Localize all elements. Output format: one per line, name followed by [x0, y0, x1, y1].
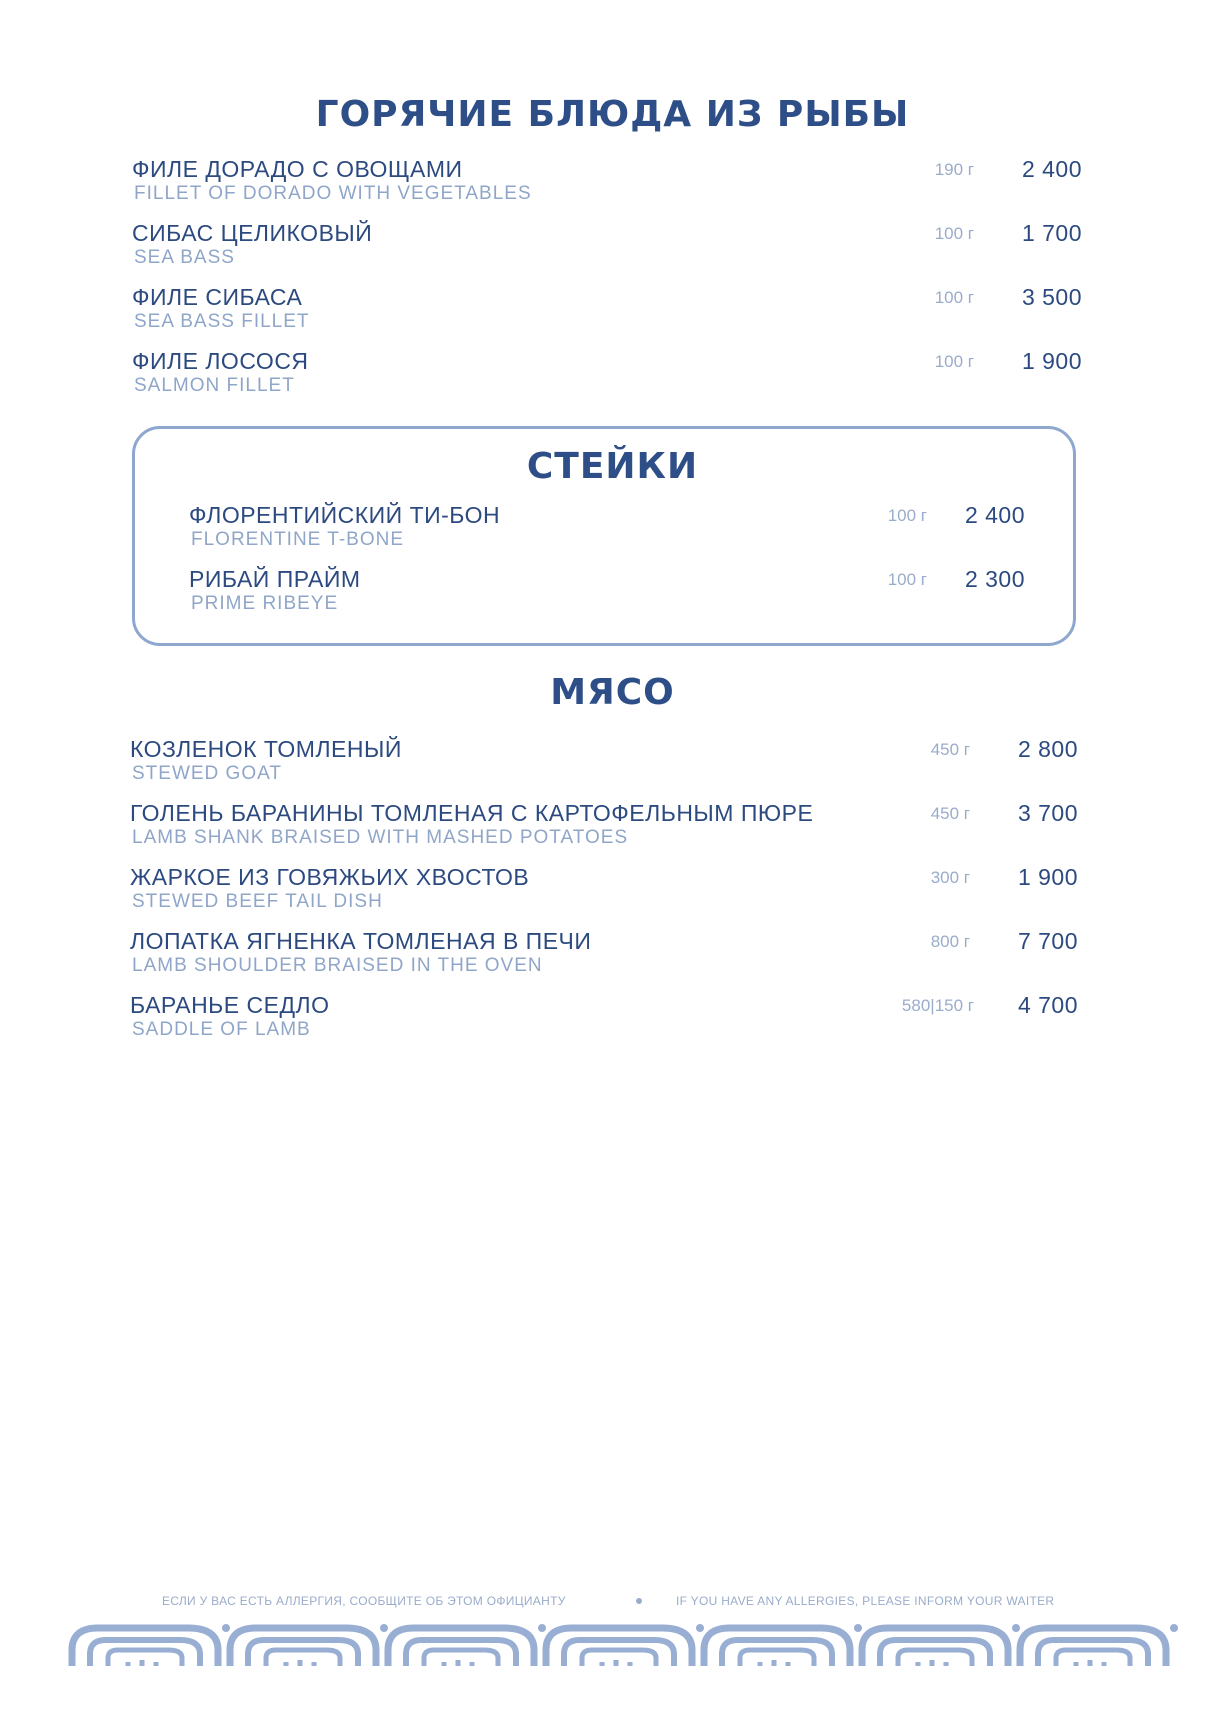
dish-weight: 100 г [934, 352, 974, 371]
menu-item-beef-tail [130, 864, 1080, 924]
dish-name-ru: СИБАС ЦЕЛИКОВЫЙ [132, 220, 373, 246]
menu-item-sea-bass [132, 220, 1084, 280]
dish-weight: 190 г [934, 160, 974, 179]
menu-item-salmon-fillet [132, 348, 1084, 408]
dish-name-ru: ГОЛЕНЬ БАРАНИНЫ ТОМЛЕНАЯ С КАРТОФЕЛЬНЫМ ПЮРЕ [130, 800, 814, 826]
dish-price: 2 800 [1017, 736, 1078, 762]
menu-item-lamb-shoulder [130, 928, 1080, 988]
dish-name-ru: ЛОПАТКА ЯГНЕНКА ТОМЛЕНАЯ В ПЕЧИ [130, 928, 592, 954]
dish-price: 2 300 [964, 566, 1025, 592]
dish-price: 1 900 [1017, 864, 1078, 890]
menu-item-saddle-of-lamb [130, 992, 1080, 1052]
menu-item-dorado [132, 156, 1084, 216]
dish-price: 7 700 [1017, 928, 1078, 954]
menu-item-stewed-goat [130, 736, 1080, 796]
dish-price: 1 700 [1021, 220, 1082, 246]
dish-name-en: LAMB SHANK BRAISED WITH MASHED POTATOES [132, 827, 629, 848]
dish-name-ru: РИБАЙ ПРАЙМ [189, 566, 361, 592]
dish-name-en: SALMON FILLET [134, 375, 295, 396]
dish-weight: 450 г [930, 804, 970, 823]
dish-name-en: FLORENTINE T-BONE [191, 529, 405, 550]
dish-name-en: STEWED BEEF TAIL DISH [132, 891, 383, 912]
dish-price: 4 700 [1017, 992, 1078, 1018]
dish-price: 3 700 [1017, 800, 1078, 826]
dish-name-en: SADDLE OF LAMB [132, 1019, 311, 1040]
dish-weight: 100 г [887, 570, 927, 589]
menu-item-lamb-shank [130, 800, 1080, 860]
fish-section-title: ГОРЯЧИЕ БЛЮДА ИЗ РЫБЫ [315, 94, 910, 135]
steaks-section-title: СТЕЙКИ [526, 446, 699, 487]
allergy-note-ru: ЕСЛИ У ВАС ЕСТЬ АЛЛЕРГИЯ, СООБЩИТЕ ОБ ЭТОМ ОФИЦИАНТУ [162, 1594, 566, 1608]
dish-weight: 580|150 г [901, 996, 974, 1015]
dish-price: 1 900 [1021, 348, 1082, 374]
dish-name-ru: ФИЛЕ СИБАСА [132, 284, 303, 310]
dish-name-en: STEWED GOAT [132, 763, 282, 784]
dish-name-en: FILLET OF DORADO WITH VEGETABLES [134, 183, 532, 204]
dish-price: 3 500 [1021, 284, 1082, 310]
dish-price: 2 400 [1021, 156, 1082, 182]
dish-name-ru: БАРАНЬЕ СЕДЛО [130, 992, 330, 1018]
dish-weight: 800 г [930, 932, 970, 951]
allergy-note-en: IF YOU HAVE ANY ALLERGIES, PLEASE INFORM YOUR WAITER [676, 1594, 1055, 1608]
dish-name-ru: ФИЛЕ ЛОСОСЯ [132, 348, 309, 374]
menu-item-ribeye [189, 566, 1025, 626]
dish-weight: 100 г [887, 506, 927, 525]
dish-name-en: PRIME RIBEYE [191, 593, 339, 614]
dish-weight: 100 г [934, 288, 974, 307]
dish-name-ru: ФЛОРЕНТИЙСКИЙ ТИ-БОН [189, 502, 501, 528]
menu-item-t-bone [189, 502, 1025, 562]
menu-item-sea-bass-fillet [132, 284, 1084, 344]
wave-ornament-icon [68, 1622, 1178, 1668]
dish-weight: 100 г [934, 224, 974, 243]
dish-name-en: SEA BASS FILLET [134, 311, 310, 332]
dish-name-ru: ЖАРКОЕ ИЗ ГОВЯЖЬИХ ХВОСТОВ [130, 864, 530, 890]
dish-price: 2 400 [964, 502, 1025, 528]
dish-weight: 300 г [930, 868, 970, 887]
dish-name-ru: ФИЛЕ ДОРАДО С ОВОЩАМИ [132, 156, 463, 182]
dish-name-en: SEA BASS [134, 247, 235, 268]
meat-section-title: МЯСО [550, 672, 675, 713]
dish-weight: 450 г [930, 740, 970, 759]
separator-dot-icon [636, 1598, 642, 1604]
dish-name-ru: КОЗЛЕНОК ТОМЛЕНЫЙ [130, 736, 402, 762]
dish-name-en: LAMB SHOULDER BRAISED IN THE OVEN [132, 955, 543, 976]
